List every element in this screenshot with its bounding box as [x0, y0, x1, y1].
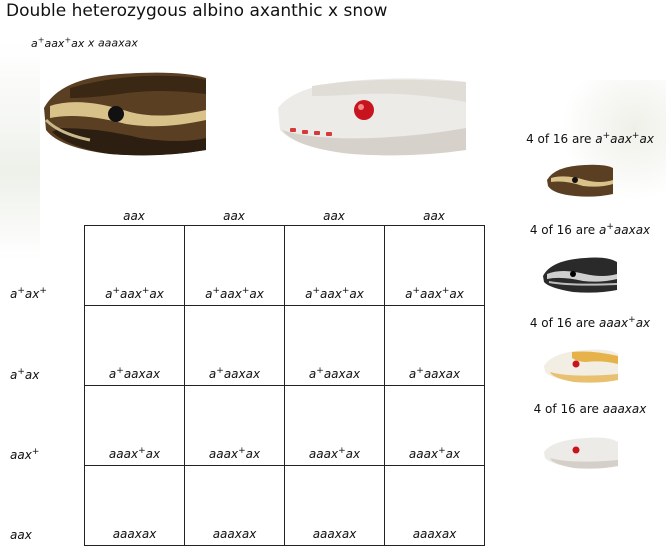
- normal-snake-image: [545, 162, 615, 200]
- normal-snake-image: [40, 68, 210, 160]
- result-label: 4 of 16 are a+aax+ax: [526, 131, 654, 146]
- punnett-cell: aaaxax: [385, 466, 485, 546]
- punnett-cell: aaaxax: [185, 466, 285, 546]
- parent-1-genotype: a+aax+ax: [31, 35, 85, 50]
- background-decoration: [0, 40, 40, 260]
- table-row: [85, 466, 485, 546]
- punnett-cell: aaax+ax: [85, 386, 185, 466]
- punnett-cell: a+aax+ax: [185, 226, 285, 306]
- punnett-cell: a+aax+ax: [385, 226, 485, 306]
- snow-snake-image: [272, 72, 468, 160]
- punnett-square: [84, 225, 485, 546]
- punnett-cell: aaax+ax: [385, 386, 485, 466]
- albino-snake-image: [542, 346, 620, 386]
- result-label: 4 of 16 are a+aaxax: [529, 222, 651, 237]
- axanthic-snake-image: [541, 254, 619, 296]
- punnett-cell: a+aaxax: [385, 306, 485, 386]
- result-label: 4 of 16 are aaaxax: [533, 402, 647, 416]
- column-header: aax: [123, 209, 145, 223]
- snow-snake-image: [542, 434, 620, 472]
- row-header: a+ax: [10, 367, 40, 382]
- column-header: aax: [223, 209, 245, 223]
- punnett-cell: a+aaxax: [285, 306, 385, 386]
- punnett-cell: a+aax+ax: [285, 226, 385, 306]
- punnett-cell: aaaxax: [285, 466, 385, 546]
- column-header: aax: [323, 209, 345, 223]
- cross-formula: [31, 35, 138, 50]
- table-row: [85, 226, 485, 306]
- punnett-cell: a+aax+ax: [85, 226, 185, 306]
- column-header: aax: [423, 209, 445, 223]
- cross-symbol: x: [87, 36, 95, 50]
- row-header: aax: [10, 528, 32, 542]
- table-row: [85, 386, 485, 466]
- page-title: Double heterozygous albino axanthic x snow: [6, 1, 388, 21]
- punnett-cell: aaax+ax: [185, 386, 285, 466]
- punnett-cell: aaaxax: [85, 466, 185, 546]
- punnett-cell: a+aaxax: [85, 306, 185, 386]
- result-label: 4 of 16 are aaax+ax: [529, 315, 651, 330]
- row-header: aax+: [10, 447, 40, 462]
- table-row: [85, 306, 485, 386]
- punnett-cell: aaax+ax: [285, 386, 385, 466]
- row-header: a+ax+: [10, 286, 47, 301]
- punnett-cell: a+aaxax: [185, 306, 285, 386]
- parent-2-genotype: aaaxax: [97, 36, 138, 50]
